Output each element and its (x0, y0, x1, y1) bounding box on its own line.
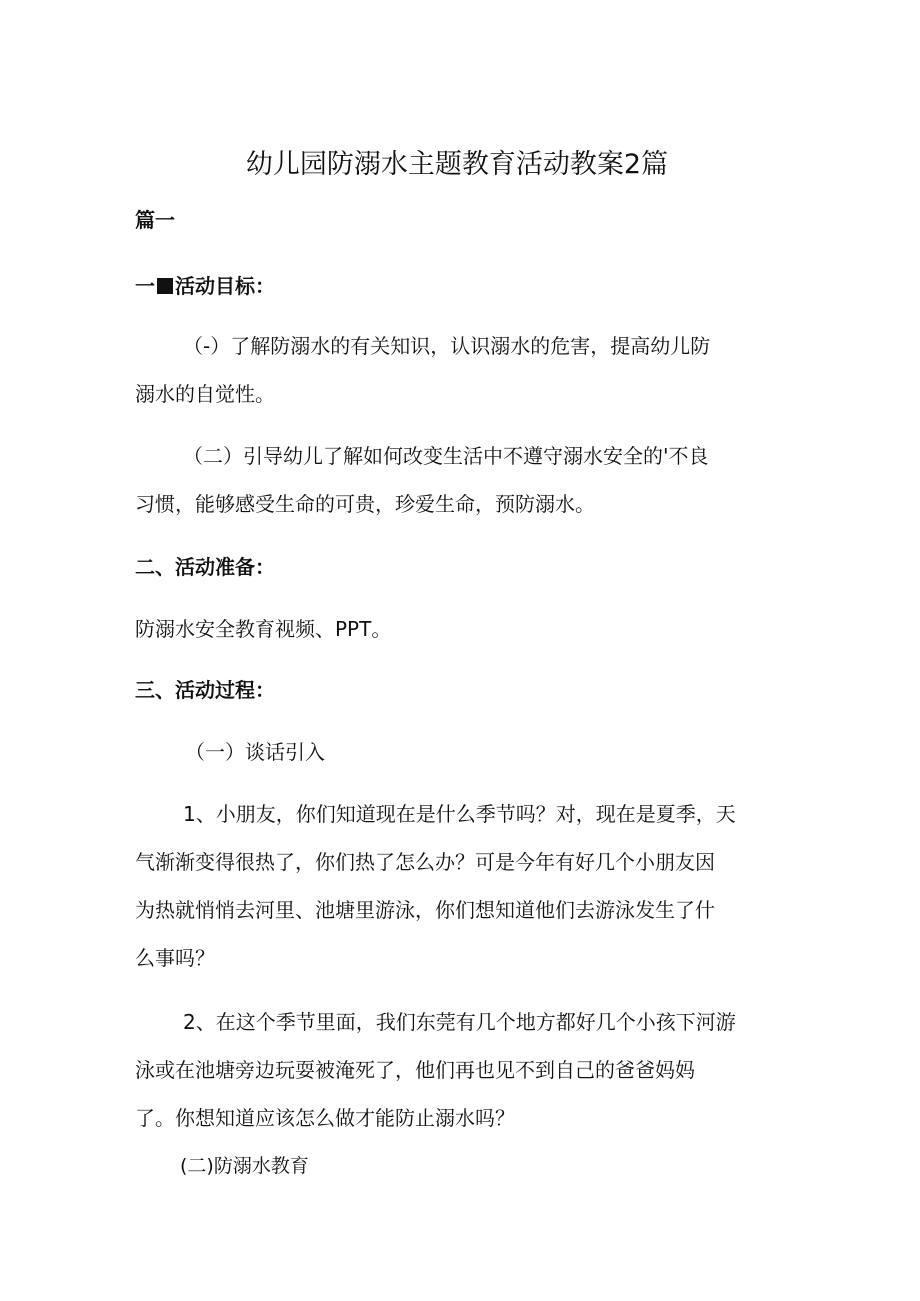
part-label: 篇一 (135, 208, 175, 232)
goal-2-line-2: 习惯，能够感受生命的可贵，珍爱生命，预防溺水。 (135, 492, 595, 516)
item-1-line-4: 么事吗？ (135, 946, 215, 970)
section-heading-goals (135, 262, 275, 310)
goal-1-line-2: 溺水的自觉性。 (135, 382, 275, 406)
preparation-text: 防溺水安全教育视频、PPT。 (135, 617, 392, 641)
section-title: 活动目标： (175, 274, 275, 298)
item-1-line-2: 气渐渐变得很热了，你们热了怎么办？可是今年有好几个小朋友因 (135, 850, 715, 874)
section-number: 一 (135, 274, 155, 298)
goal-2-line-1: （二）引导幼儿了解如何改变生活中不遵守溺水安全的'不良 (183, 444, 709, 468)
step-1-heading: （一）谈话引入 (185, 740, 325, 764)
item-2-line-1: 2、在这个季节里面，我们东莞有几个地方都好几个小孩下河游 (183, 1010, 736, 1034)
goal-1-line-1: （-）了解防溺水的有关知识，认识溺水的危害，提高幼儿防 (183, 334, 711, 358)
item-1-line-1: 1、小朋友，你们知道现在是什么季节吗？对，现在是夏季，天 (183, 802, 736, 826)
item-2-line-3: 了。你想知道应该怎么做才能防止溺水吗？ (135, 1106, 515, 1130)
step-2-heading: (二)防溺水教育 (180, 1155, 309, 1177)
item-2-line-2: 泳或在池塘旁边玩耍被淹死了，他们再也见不到自己的爸爸妈妈 (135, 1058, 695, 1082)
document-title: 幼儿园防溺水主题教育活动教案2篇 (245, 149, 669, 180)
section-heading-process: 三、活动过程： (135, 678, 275, 702)
square-bullet-icon (157, 278, 173, 294)
item-1-line-3: 为热就悄悄去河里、池塘里游泳，你们想知道他们去游泳发生了什 (135, 898, 715, 922)
section-heading-preparation: 二、活动准备： (135, 555, 275, 579)
